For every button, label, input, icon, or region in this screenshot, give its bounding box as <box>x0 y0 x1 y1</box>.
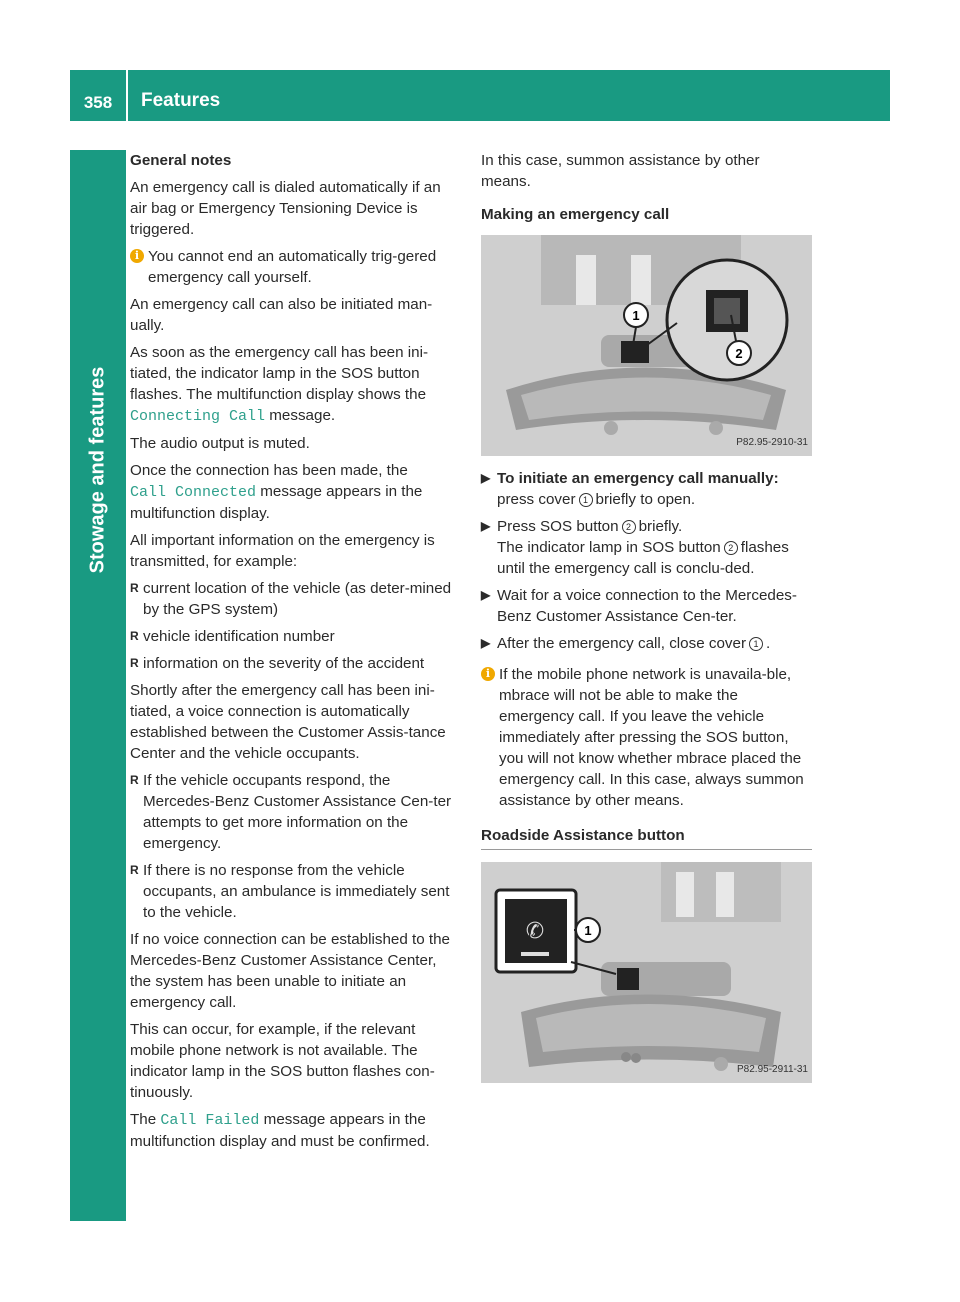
paragraph: In this case, summon assistance by other means. <box>481 152 760 190</box>
header-separator <box>126 70 128 121</box>
step-arrow-icon: ▶ <box>481 588 491 602</box>
left-column <box>130 150 460 1158</box>
callout-number: 2 <box>622 520 636 534</box>
list-item-text: current location of the vehicle (as deter-mined by the GPS system) <box>143 580 452 618</box>
step-arrow-icon: ▶ <box>481 636 491 650</box>
page-number: 358 <box>83 93 113 112</box>
callout-number: 1 <box>579 493 593 507</box>
step-arrow-icon: ▶ <box>481 519 491 533</box>
paragraph: The audio output is muted. <box>130 435 310 452</box>
callout-number: 2 <box>724 541 738 555</box>
list-item-text: vehicle identification number <box>143 628 335 645</box>
step-text: briefly. <box>638 518 683 535</box>
general-notes-heading: General notes <box>130 152 232 169</box>
paragraph: An emergency call can also be initiated man-ually. <box>130 296 433 334</box>
paragraph <box>130 1109 460 1152</box>
paragraph: This can occur, for example, if the relevant mobile phone network is not available. The indicator lamp in the SOS button flashes con-tinuously. <box>130 1021 435 1101</box>
paragraph-text: As soon as the emergency call has been ini-tiated, the indicator lamp in the SOS button flashes. The multifunction display shows the <box>130 344 429 403</box>
bullet-icon: R <box>130 629 139 643</box>
paragraph: All important information on the emergency is transmitted, for example: <box>130 532 435 570</box>
svg-text:1: 1 <box>584 923 592 938</box>
side-tab-label: Stowage and features <box>86 366 109 574</box>
list-item <box>130 770 460 854</box>
step-text: The indicator lamp in SOS button <box>497 539 721 556</box>
list-item <box>130 860 460 923</box>
section-title: Features <box>141 90 221 111</box>
bullet-icon: R <box>130 773 139 787</box>
paragraph-text: message appears in the multifunction display. <box>130 483 423 522</box>
step-text: . <box>766 635 771 652</box>
step-text: Wait for a voice connection to the Mercedes-Benz Customer Assistance Cen-ter. <box>497 587 797 625</box>
info-icon: i <box>130 249 144 263</box>
step-text: press cover <box>497 491 576 508</box>
roadside-heading: Roadside Assistance button <box>481 825 812 850</box>
list-item <box>130 578 460 620</box>
list-item <box>130 626 460 647</box>
step <box>481 633 812 654</box>
paragraph-text: message appears in the multifunction display and must be confirmed. <box>130 1111 430 1150</box>
roadside-button-photo <box>481 862 812 1083</box>
step-arrow-icon: ▶ <box>481 471 491 485</box>
step <box>481 516 812 579</box>
paragraph-text: Once the connection has been made, the <box>130 462 408 479</box>
paragraph-text: The <box>130 1111 157 1128</box>
bullet-icon: R <box>130 656 139 670</box>
step-text: After the emergency call, close cover <box>497 635 747 652</box>
paragraph: If no voice connection can be established to the Mercedes-Benz Customer Assistance Center, the system has been unable to initiate an emergency call. <box>130 931 450 1011</box>
svg-text:2: 2 <box>735 346 743 361</box>
info-note-text: If the mobile phone network is unavaila-ble, mbrace will not be able to make the emergency call. If you leave the vehicle immediately after pressing the SOS button, you will not know whether mbrace placed the emergency call. In this case, always summon assistance by other means. <box>499 666 804 809</box>
list-item-text: information on the severity of the accident <box>143 655 425 672</box>
list-item-text: If there is no response from the vehicle occupants, an ambulance is immediately sent to the vehicle. <box>143 862 450 921</box>
list-item <box>130 653 460 674</box>
display-message: Call Connected <box>130 484 257 501</box>
paragraph: An emergency call is dialed automatically if an air bag or Emergency Tensioning Device is triggered. <box>130 179 441 238</box>
step <box>481 468 812 510</box>
overhead-control-photo <box>481 235 812 456</box>
paragraph: Shortly after the emergency call has been ini-tiated, a voice connection is automatically established between the Customer Assis-tance Center and the vehicle occupants. <box>130 682 446 762</box>
list-item-text: If the vehicle occupants respond, the Mercedes-Benz Customer Assistance Cen-ter attempts to get more information on the emergency. <box>143 772 452 852</box>
info-note <box>130 246 460 288</box>
svg-text:✆: ✆ <box>525 919 545 944</box>
bullet-icon: R <box>130 581 139 595</box>
step-text: flashes until the emergency call is conclu-ded. <box>497 539 789 577</box>
paragraph-text: message. <box>269 407 336 424</box>
photo-code: P82.95-2910-31 <box>736 437 808 448</box>
info-note-text: You cannot end an automatically trig-gered emergency call yourself. <box>148 248 437 286</box>
paragraph <box>130 342 460 427</box>
callout-number: 1 <box>749 637 763 651</box>
step-text: Press SOS button <box>497 518 619 535</box>
info-icon: i <box>481 667 495 681</box>
bullet-icon: R <box>130 863 139 877</box>
paragraph <box>130 460 460 524</box>
step-text: briefly to open. <box>595 491 696 508</box>
display-message: Connecting Call <box>130 408 266 425</box>
info-note <box>481 664 812 811</box>
svg-text:1: 1 <box>632 308 640 323</box>
overhead-control-illustration <box>481 235 812 456</box>
step-bold-text: To initiate an emergency call manually: <box>497 470 779 487</box>
step <box>481 585 812 627</box>
making-call-heading: Making an emergency call <box>481 206 670 223</box>
side-tab <box>70 150 126 1221</box>
photo-code: P82.95-2911-31 <box>737 1064 808 1075</box>
display-message: Call Failed <box>160 1112 260 1129</box>
roadside-button-illustration <box>481 862 812 1083</box>
right-column <box>481 150 812 1083</box>
